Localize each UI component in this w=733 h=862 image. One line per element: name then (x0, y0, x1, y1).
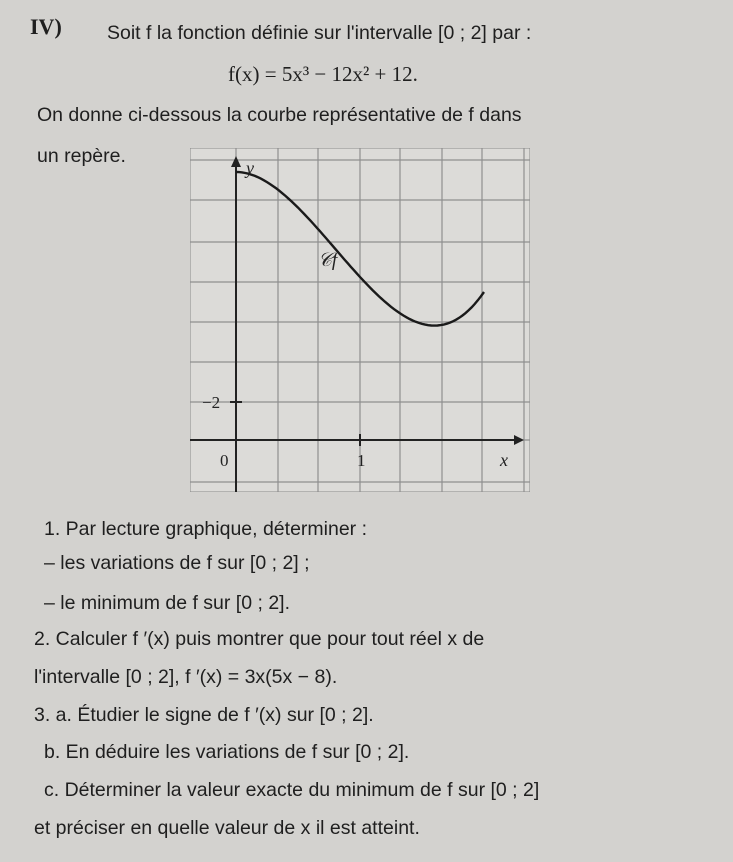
question-3a: 3. a. Étudier le signe de f ′(x) sur [0 ; 2]. (34, 704, 374, 726)
question-3b: b. En déduire les variations de f sur [0 ; 2]. (44, 741, 410, 763)
exercise-number: IV) (30, 14, 62, 39)
intro-line: Soit f la fonction définie sur l'intervalle [0 ; 2] par : (107, 22, 532, 44)
x-tick-label: 1 (357, 451, 366, 470)
question-1-minimum: – le minimum de f sur [0 ; 2]. (44, 592, 291, 614)
statement-line-2: un repère. (37, 145, 126, 167)
question-3c-line-1: c. Déterminer la valeur exacte du minimum de f sur [0 ; 2] (44, 779, 540, 801)
statement-line-1: On donne ci-dessous la courbe représentative de f dans (37, 104, 522, 126)
question-1: 1. Par lecture graphique, déterminer : (44, 518, 368, 540)
question-2-line-1: 2. Calculer f ′(x) puis montrer que pour tout réel x de (34, 628, 485, 650)
y-axis-label: y (246, 158, 254, 178)
question-2-line-2: l'intervalle [0 ; 2], f ′(x) = 3x(5x − 8). (34, 666, 338, 688)
function-graph (190, 148, 530, 492)
curve-label: 𝒞f (318, 250, 338, 271)
question-3c-line-2: et préciser en quelle valeur de x il est atteint. (34, 817, 420, 839)
function-definition: f(x) = 5x³ − 12x² + 12. (228, 62, 418, 86)
y-tick-label: −2 (202, 393, 221, 412)
origin-label: 0 (220, 451, 229, 470)
question-1-variations: – les variations de f sur [0 ; 2] ; (44, 552, 310, 574)
x-axis-label: x (500, 450, 508, 470)
